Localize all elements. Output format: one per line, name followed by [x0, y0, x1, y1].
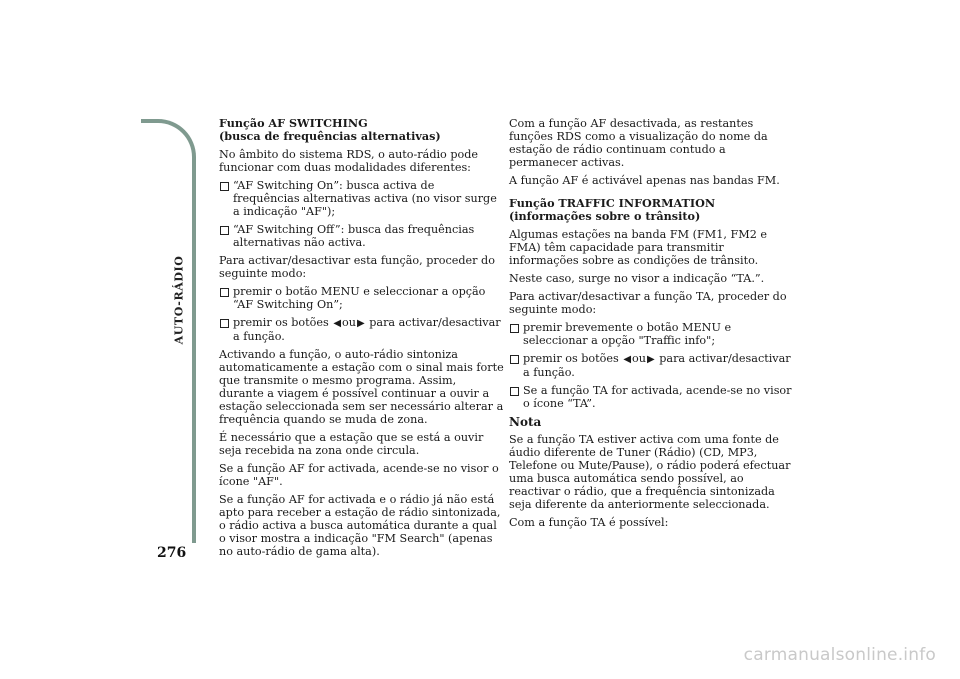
right-column: [509, 117, 794, 534]
list-item: [509, 384, 794, 410]
bullet-box-icon: [220, 319, 229, 328]
paragraph: Com a função TA é possível:: [509, 516, 669, 529]
paragraph: Neste caso, surge no visor a indicação “TA.”.: [509, 272, 765, 285]
paragraph: Algumas estações na banda FM (FM1, FM2 e FMA) têm capacidade para transmitir informações sobre as condições de trânsito.: [509, 228, 768, 267]
arrow-left-icon: ◀: [333, 318, 342, 329]
bullet-box-icon: [220, 288, 229, 297]
paragraph: Com a função AF desactivada, as restantes funções RDS como a visualização do nome da estação de rádio continuam contudo a permanecer activas.: [509, 117, 768, 169]
list-item-text: “AF Switching On”: busca activa de frequências alternativas activa (no visor surge a indicação "AF");: [233, 179, 497, 218]
heading-title: Função TRAFFIC INFORMATION: [509, 196, 716, 210]
paragraph: No âmbito do sistema RDS, o auto-rádio pode funcionar com duas modalidades diferentes:: [219, 148, 479, 174]
text-fragment: ou: [632, 352, 646, 365]
text-fragment: para activar/desactivar a função.: [233, 316, 501, 343]
list-item: [509, 321, 794, 347]
text-fragment: premir os botões: [523, 352, 619, 365]
list-item: [509, 352, 794, 379]
watermark: carmanualsonline.info: [743, 645, 936, 665]
paragraph: Para activar/desactivar a função TA, proceder do seguinte modo:: [509, 290, 787, 316]
list-item-text: “AF Switching Off”: busca das frequências alternativas não activa.: [233, 223, 475, 249]
bullet-box-icon: [220, 182, 229, 191]
paragraph: Para activar/desactivar esta função, proceder do seguinte modo:: [219, 254, 495, 280]
bullet-box-icon: [510, 355, 519, 364]
paragraph: Se a função TA estiver activa com uma fonte de áudio diferente de Tuner (Rádio) (CD, MP3, Telefone ou Mute/Pause), o rádio poderá efectuar uma busca automática sendo possível, ao reactivar o rádio, que a frequência sintonizada seja diferente da anteriormente seleccionada.: [509, 433, 791, 511]
page-number: 276: [157, 545, 187, 561]
arrow-right-icon: ▶: [646, 354, 655, 365]
list-item-text: premir o botão MENU e seleccionar a opção “AF Switching On”;: [233, 285, 486, 311]
list-item: [219, 316, 504, 343]
heading-af-switching: [219, 117, 504, 143]
heading-subtitle: (informações sobre o trânsito): [509, 209, 701, 223]
note-heading: Nota: [509, 415, 542, 429]
list-item-text: Se a função TA for activada, acende-se no visor o ícone “TA”.: [523, 384, 792, 410]
heading-subtitle: (busca de frequências alternativas): [219, 129, 441, 143]
list-item-text: [233, 316, 504, 343]
section-marker-line: [141, 119, 196, 543]
list-item: [219, 285, 504, 311]
text-fragment: premir os botões: [233, 316, 329, 329]
arrow-right-icon: ▶: [356, 318, 365, 329]
bullet-box-icon: [510, 324, 519, 333]
paragraph: Se a função AF for activada, acende-se no visor o ícone "AF".: [219, 462, 499, 488]
list-item-text: [523, 352, 794, 379]
text-fragment: para activar/desactivar a função.: [523, 352, 791, 379]
list-item-text: premir brevemente o botão MENU e seleccionar a opção "Traffic info";: [523, 321, 732, 347]
heading-traffic-information: [509, 197, 794, 223]
paragraph: Se a função AF for activada e o rádio já não está apto para receber a estação de rádio sintonizada, o rádio activa a busca automática durante a qual o visor mostra a indicação "FM Search" (apenas no auto-rádio de gama alta).: [219, 493, 501, 558]
paragraph: Activando a função, o auto-rádio sintoniza automaticamente a estação com o sinal mais forte que transmite o mesmo programa. Assim, durante a viagem é possível continuar a ouvir a estação seleccionada sem ser necessário alterar a frequência quando se muda de zona.: [219, 348, 504, 426]
left-column: [219, 117, 504, 563]
bullet-box-icon: [510, 387, 519, 396]
heading-title: Função AF SWITCHING: [219, 116, 368, 130]
text-fragment: ou: [342, 316, 356, 329]
bullet-box-icon: [220, 226, 229, 235]
list-item: [219, 223, 504, 249]
list-item: [219, 179, 504, 218]
paragraph: A função AF é activável apenas nas bandas FM.: [509, 174, 780, 187]
section-tab-label: AUTO-RÁDIO: [172, 255, 186, 345]
arrow-left-icon: ◀: [623, 354, 632, 365]
paragraph: É necessário que a estação que se está a ouvir seja recebida na zona onde circula.: [219, 431, 484, 457]
